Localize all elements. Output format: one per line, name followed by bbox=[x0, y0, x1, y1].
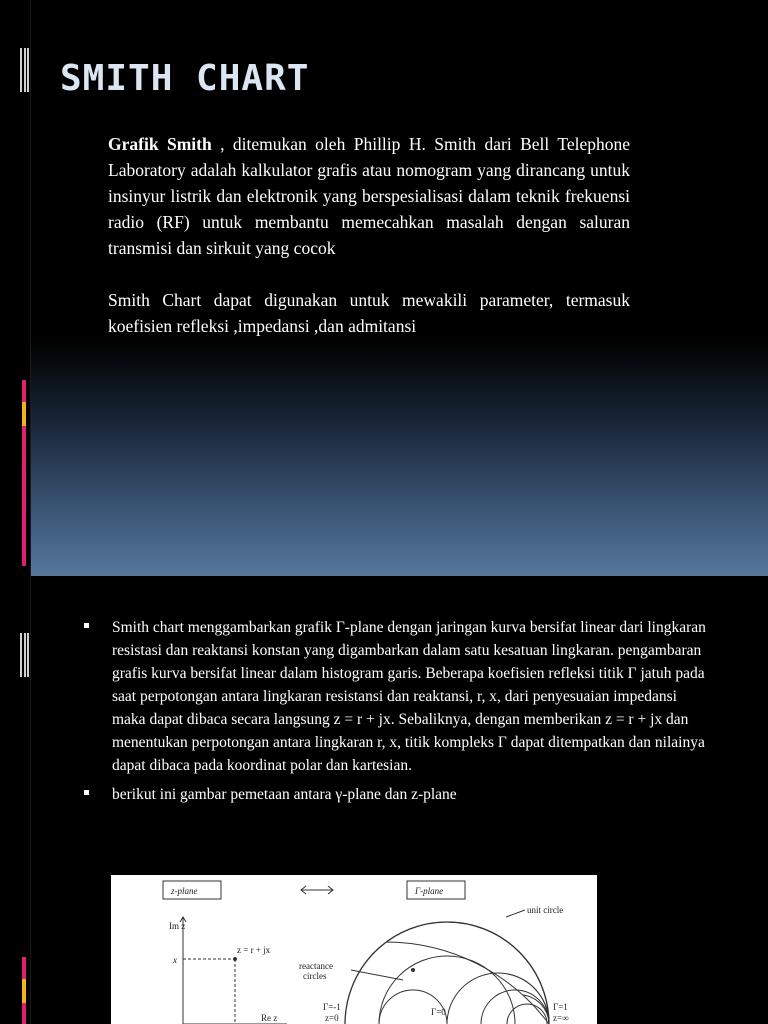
reactance-label: circles bbox=[303, 971, 327, 981]
point-z bbox=[233, 957, 237, 961]
accent-bar-red bbox=[22, 957, 26, 979]
bullet-text: Smith chart menggambarkan grafik Γ-plane dengan jaringan kurva bersifat linear dari lingkaran resistasi dan reaktansi konstan yang digambarkan dalam satu kesatuan lingkaran. pengambaran grafis kurva bersifat linear dalam histogram garis. Beberapa koefisien refleksi titik Γ jatuh pada saat perpotongan antara lingkaran resistansi dan reaktansi, r, x, dari penyesuaian impedansi maka dapat dibaca secara langsung z = r + jx. Sebaliknya, dengan memberikan z = r + jx dan menentukan perpotongan antara lingkaran r, x, titik kompleks Γ dapat ditempatkan dan nilainya dapat dibaca pada koordinat polar dan kartesian. bbox=[112, 619, 706, 774]
re-z-label: Re z bbox=[261, 1013, 278, 1023]
accent-bar-yellow bbox=[22, 979, 26, 1003]
intro-paragraph bbox=[108, 131, 630, 261]
term-bold: Grafik Smith bbox=[108, 134, 212, 154]
accent-bar-red bbox=[22, 380, 26, 402]
gamma-plane-label: Γ-plane bbox=[415, 886, 444, 896]
zinf-label: z=∞ bbox=[553, 1013, 569, 1023]
x-label: x bbox=[173, 955, 177, 965]
unit-circle bbox=[345, 922, 549, 1024]
accent-bar-red bbox=[22, 1003, 26, 1024]
intro-text: , ditemukan oleh Phillip H. Smith dari Bell Telephone Laboratory adalah kalkulator grafis atau nomogram yang dirancang untuk insinyur listrik dan elektronik yang berspesialisasi dalam teknik frekuensi radio (RF) untuk membantu memecahkan masalah dengan saluran transmisi dan sirkuit yang cocok bbox=[108, 134, 630, 258]
gamma0-label: Γ=0 bbox=[431, 1007, 446, 1017]
z0-label: z=0 bbox=[325, 1013, 339, 1023]
bullet-item bbox=[84, 783, 714, 806]
accent-bar-red bbox=[22, 426, 26, 566]
slide-title: SMITH CHART bbox=[60, 58, 310, 99]
gamma-minus1-label: Γ=-1 bbox=[323, 1002, 341, 1012]
bullet-item bbox=[84, 616, 714, 777]
bullet-text: berikut ini gambar pemetaan antara γ-plane dan z-plane bbox=[112, 786, 457, 803]
bullet-marker bbox=[84, 790, 89, 795]
bullet-list bbox=[84, 616, 714, 812]
unit-circle-label: unit circle bbox=[527, 905, 564, 915]
gamma1-label: Γ=1 bbox=[553, 1002, 568, 1012]
decorative-rules bbox=[0, 633, 30, 677]
im-z-label: Im z bbox=[169, 921, 186, 931]
point-label: z = r + jx bbox=[237, 945, 271, 955]
bullet-marker bbox=[84, 623, 89, 628]
point-gamma bbox=[411, 968, 415, 972]
mapping-figure bbox=[111, 875, 597, 1024]
z-plane-label: z-plane bbox=[171, 886, 198, 896]
decorative-rules bbox=[0, 48, 30, 92]
usage-paragraph: Smith Chart dapat digunakan untuk mewakili parameter, termasuk koefisien refleksi ,impedansi ,dan admitansi bbox=[108, 290, 630, 336]
accent-bar-yellow bbox=[22, 402, 26, 426]
z-gamma-mapping-diagram bbox=[111, 875, 597, 1024]
reactance-label: reactance bbox=[299, 961, 333, 971]
